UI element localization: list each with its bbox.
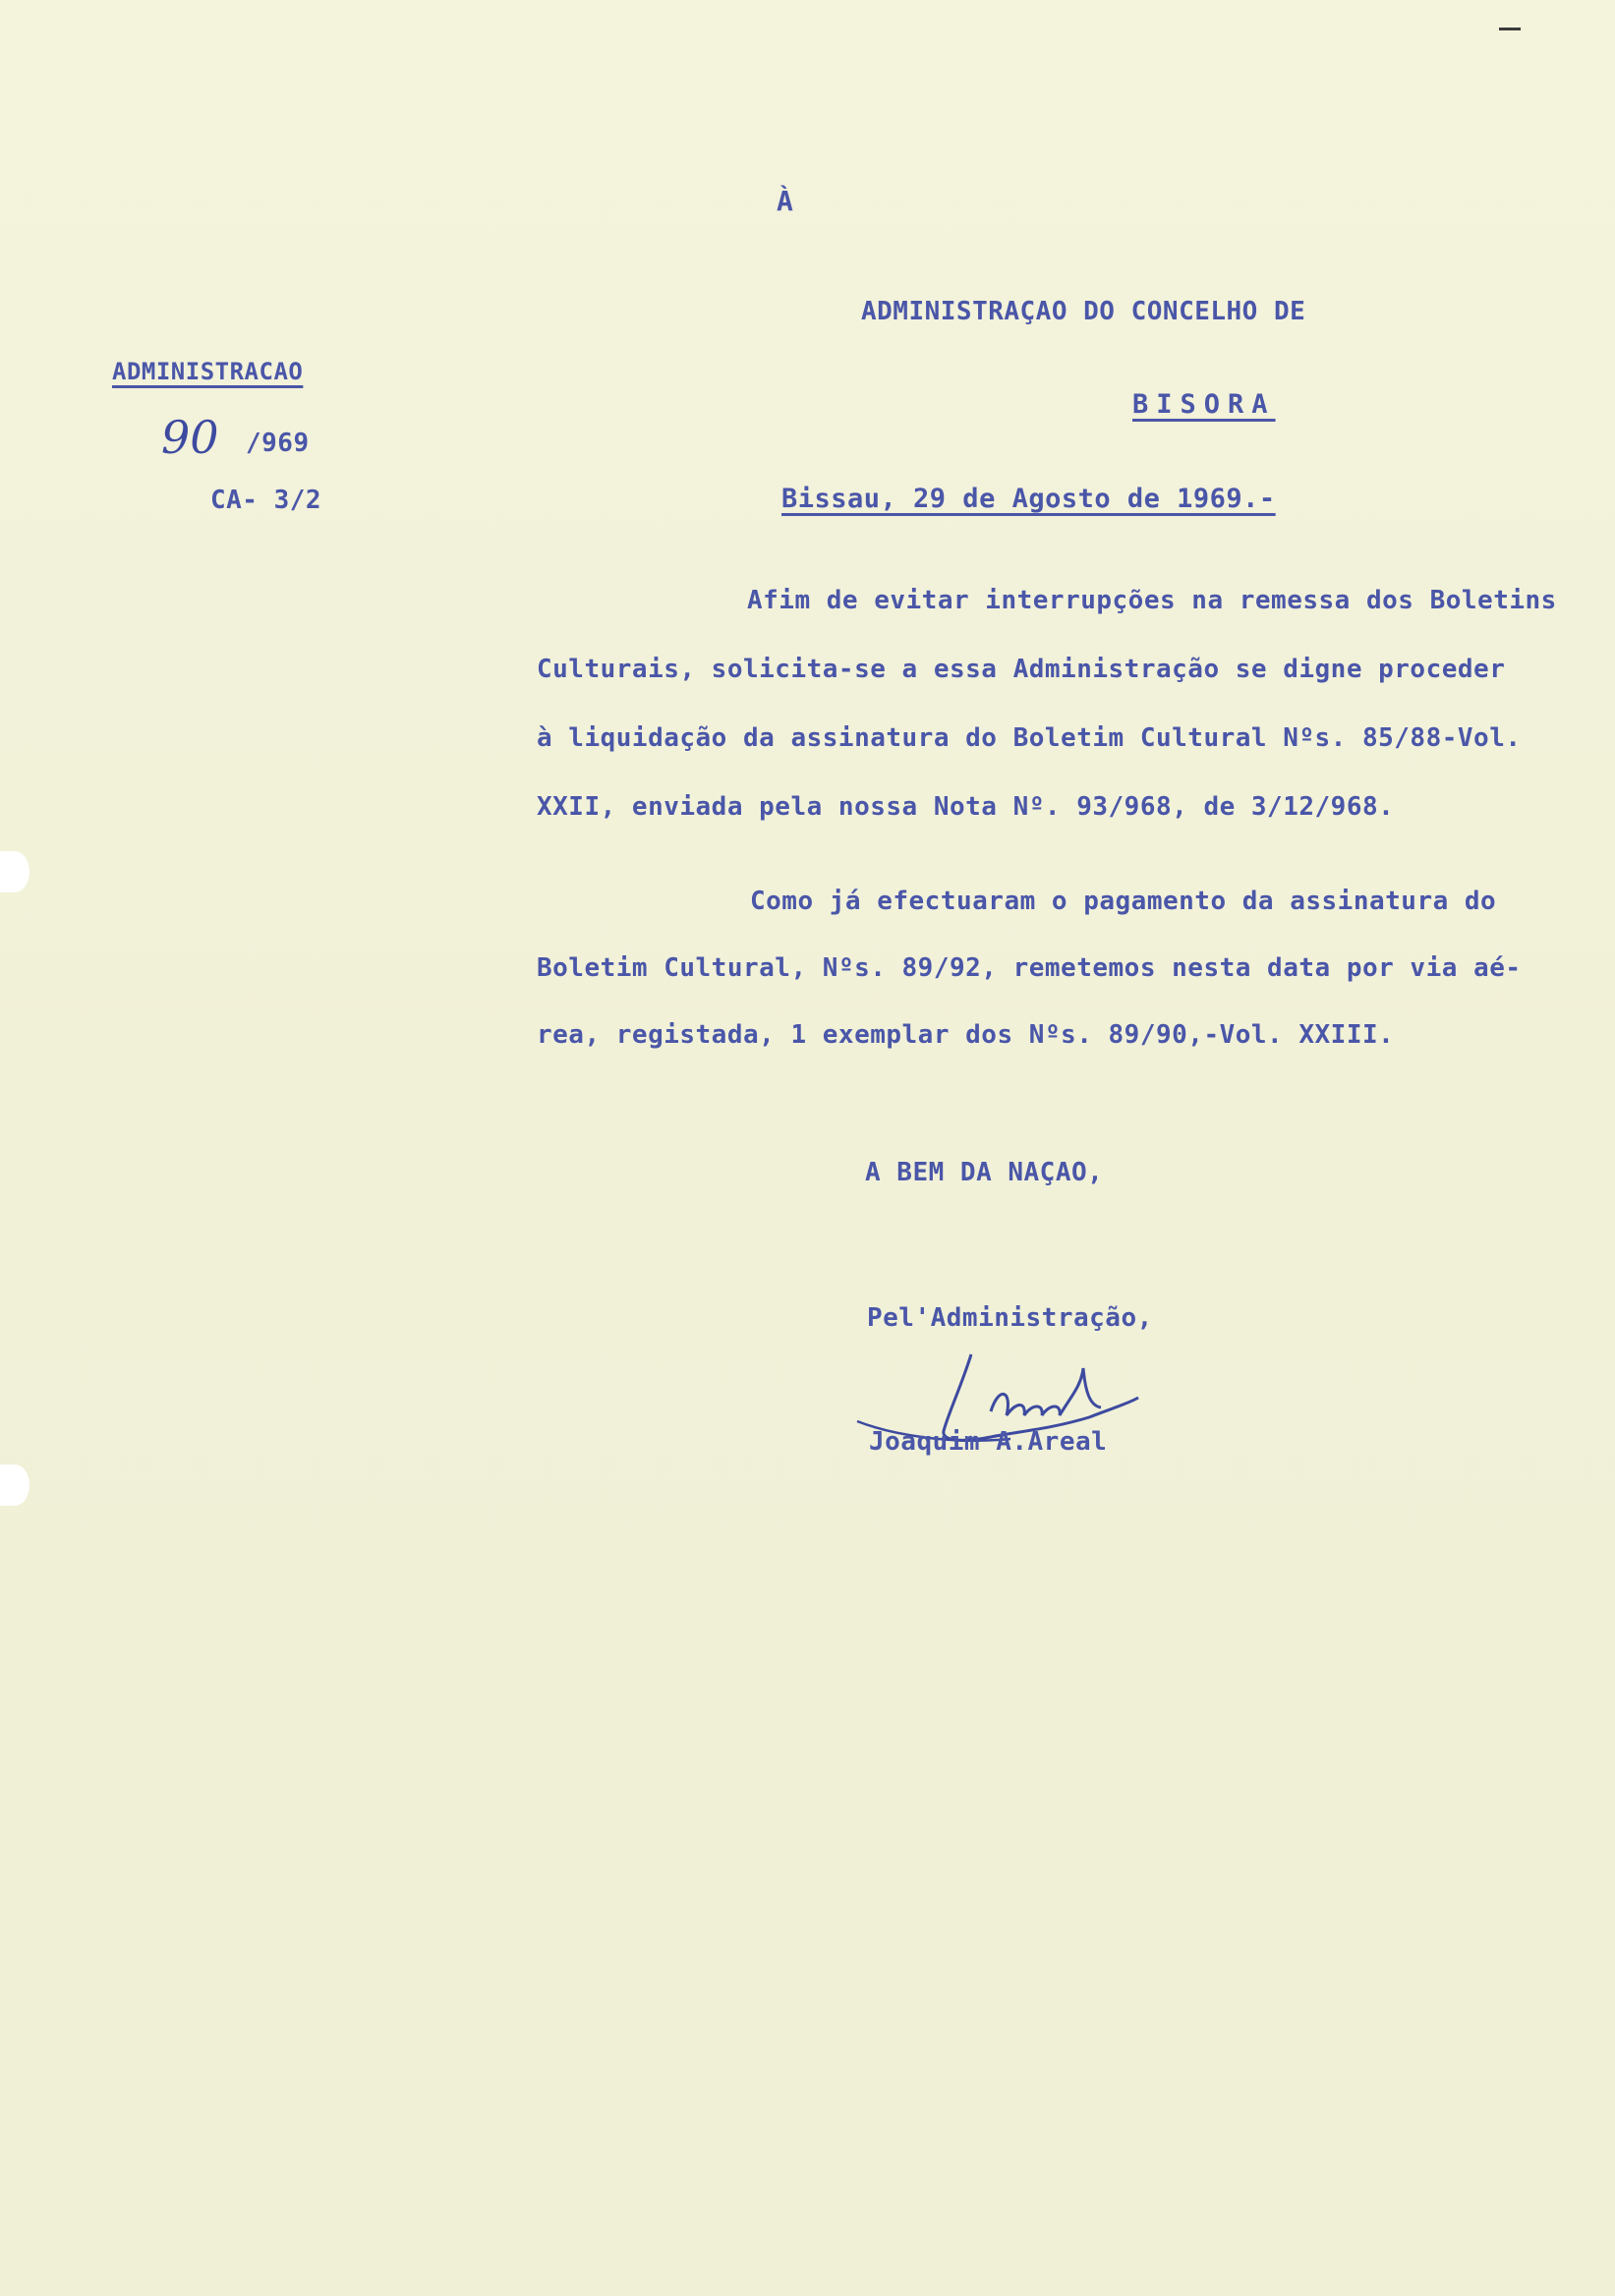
- reference-code: CA- 3/2: [210, 486, 322, 515]
- handwritten-number: 90: [161, 411, 219, 464]
- addressee-place: BISORA: [1132, 389, 1276, 420]
- punch-hole: [0, 851, 29, 892]
- paragraph-2-line-3: rea, registada, 1 exemplar dos Nºs. 89/90,-Vol. XXIII.: [537, 1020, 1395, 1050]
- paragraph-1-line-1: Afim de evitar interrupções na remessa dos Boletins: [747, 586, 1557, 615]
- date-line: Bissau, 29 de Agosto de 1969.-: [781, 484, 1276, 514]
- signatory-name: Joaquim A.Areal: [869, 1427, 1108, 1457]
- paragraph-1-line-2: Culturais, solicita-se a essa Administração se digne proceder: [537, 655, 1506, 684]
- addressee-prefix: À: [777, 185, 794, 217]
- paragraph-1-line-3: à liquidação da assinatura do Boletim Cultural Nºs. 85/88-Vol.: [537, 723, 1522, 753]
- paragraph-2-line-1: Como já efectuaram o pagamento da assinatura do: [750, 887, 1497, 916]
- signature-label: Pel'Administração,: [867, 1303, 1153, 1333]
- paragraph-1-line-4: XXII, enviada pela nossa Nota Nº. 93/968, de 3/12/968.: [537, 792, 1395, 822]
- sender-department: ADMINISTRACAO: [112, 358, 304, 385]
- paragraph-2-line-2: Boletim Cultural, Nºs. 89/92, remetemos nesta data por via aé-: [537, 953, 1522, 983]
- edge-mark: [1499, 28, 1521, 30]
- reference-year: /969: [246, 429, 310, 458]
- punch-hole: [0, 1464, 29, 1506]
- closing-salutation: A BEM DA NAÇAO,: [865, 1158, 1104, 1187]
- addressee-line: ADMINISTRAÇAO DO CONCELHO DE: [861, 297, 1306, 326]
